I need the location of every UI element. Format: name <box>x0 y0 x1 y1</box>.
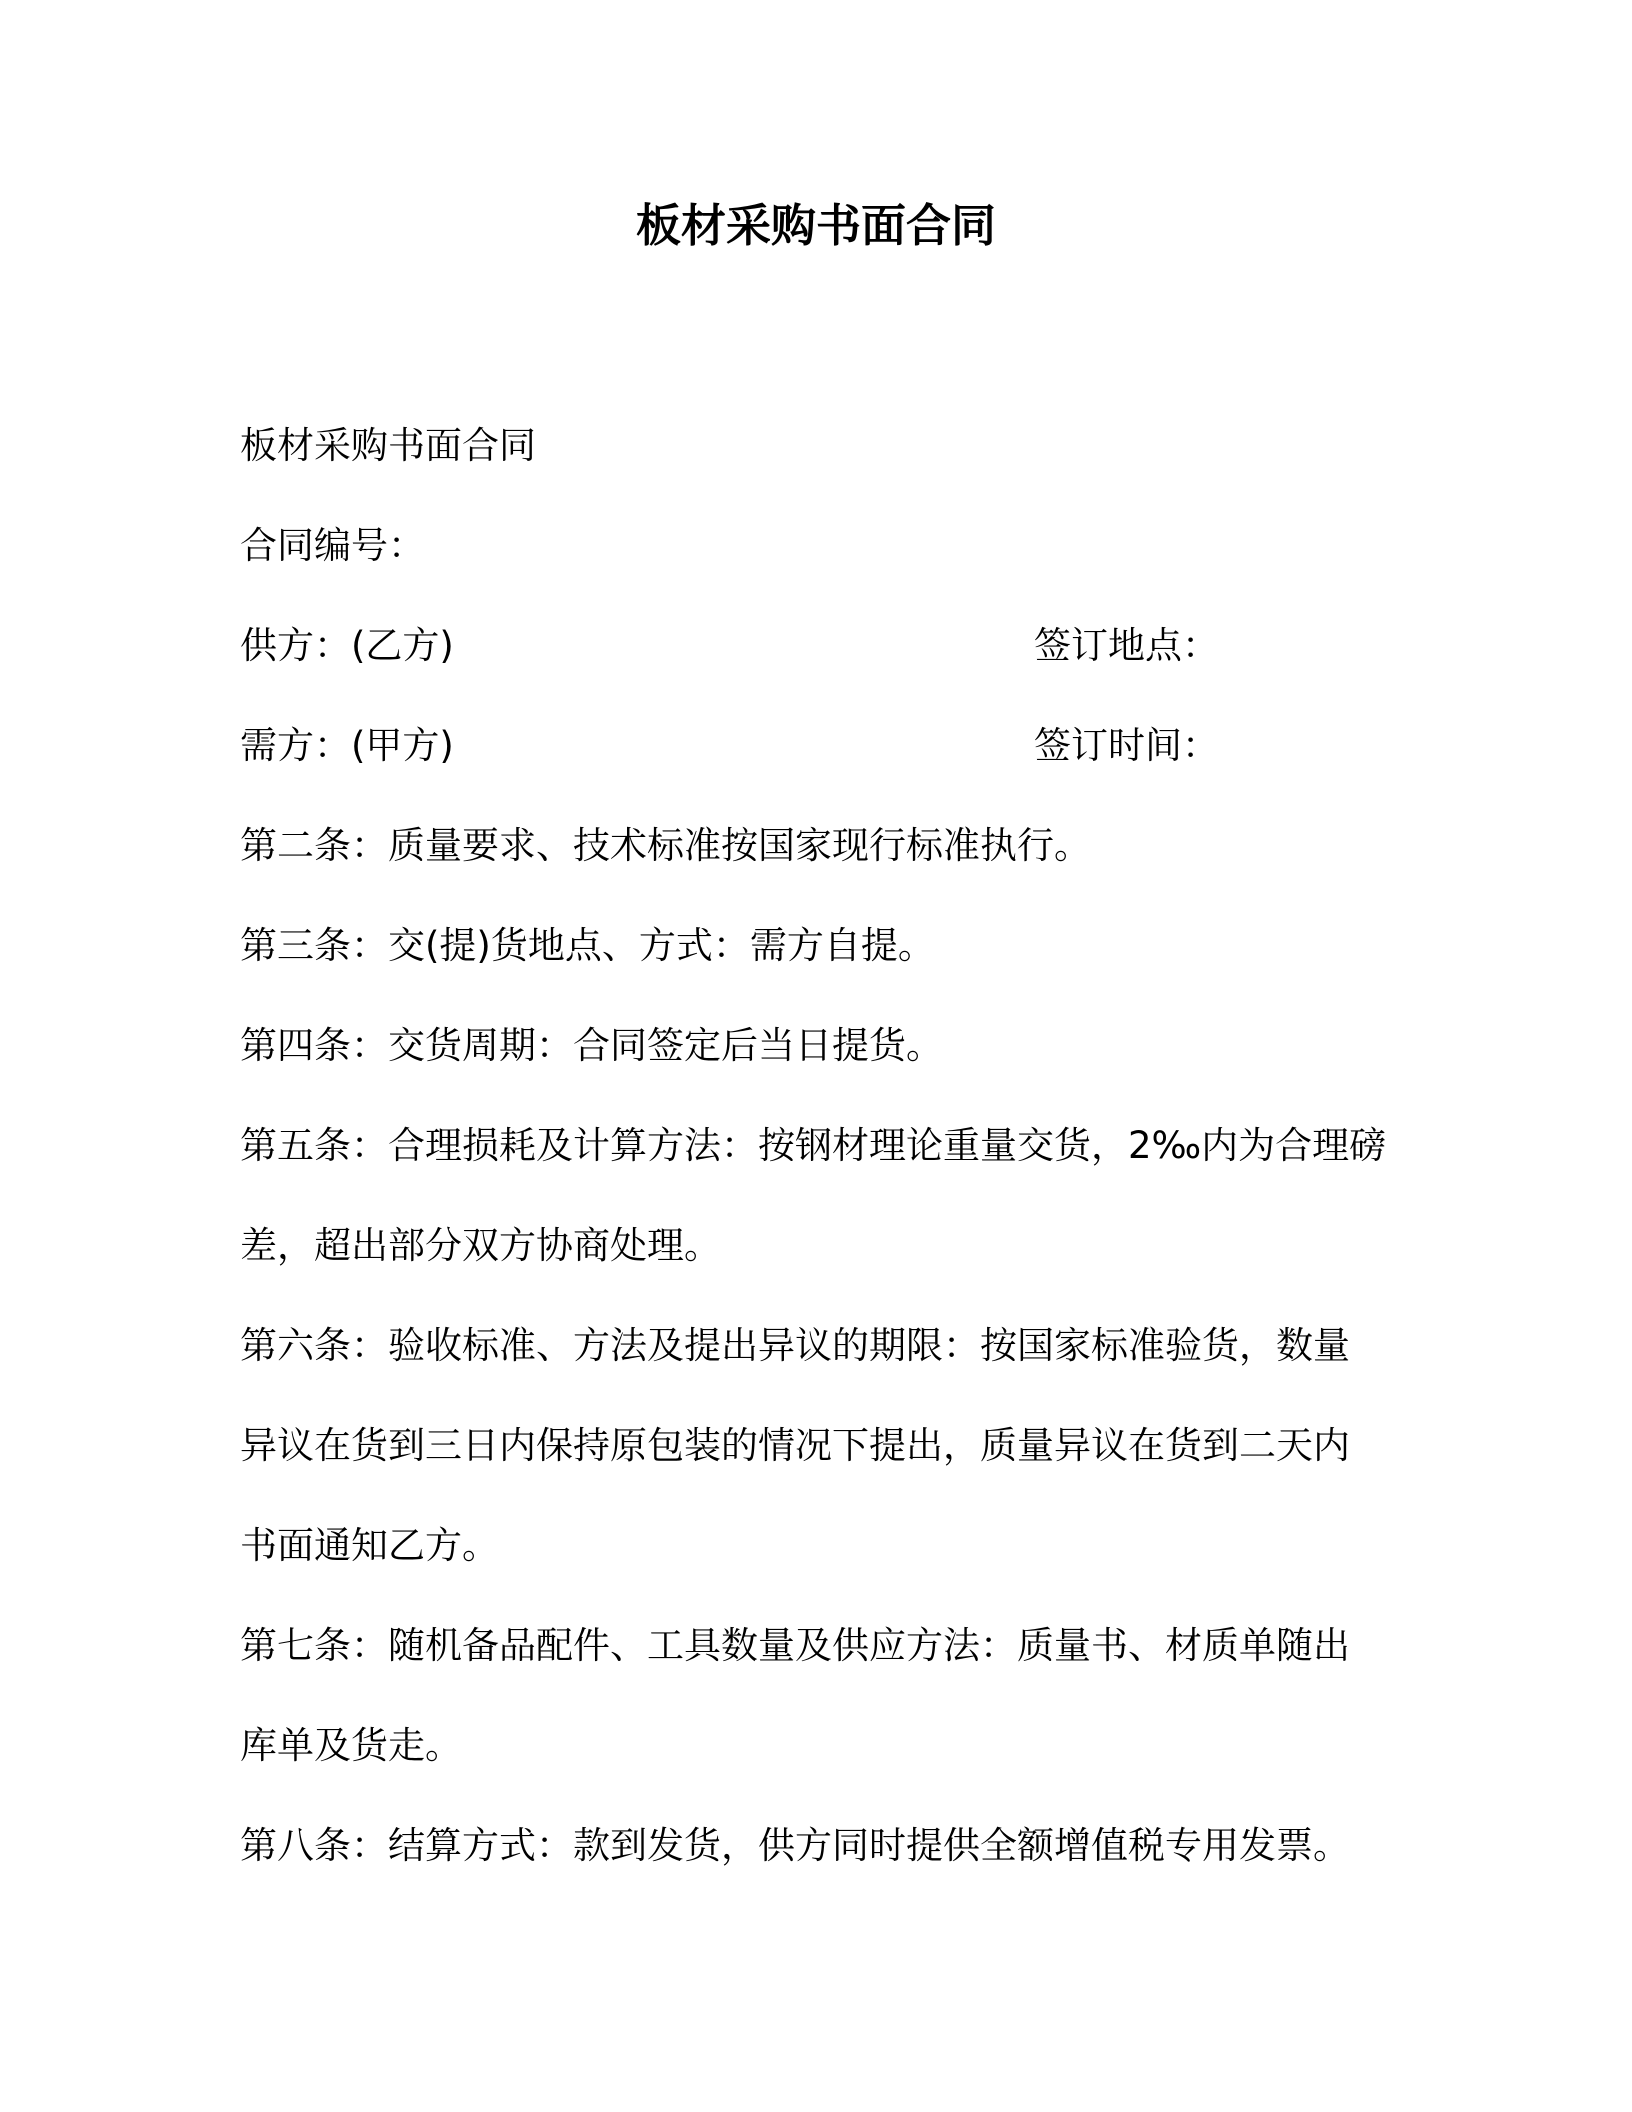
buyer-label: 需方：(甲方) <box>240 724 454 767</box>
contract-number-label: 合同编号： <box>240 524 425 567</box>
supplier-label: 供方：(乙方) <box>240 624 454 667</box>
clause-6-line-3: 书面通知乙方。 <box>240 1524 499 1567</box>
sign-place-label: 签订地点： <box>1034 624 1219 667</box>
clause-5-line-1: 第五条：合理损耗及计算方法：按钢材理论重量交货，2‰内为合理磅 <box>240 1124 1387 1167</box>
clause-7-line-1: 第七条：随机备品配件、工具数量及供应方法：质量书、材质单随出 <box>240 1624 1350 1667</box>
clause-6-line-2: 异议在货到三日内保持原包装的情况下提出，质量异议在货到二天内 <box>240 1424 1350 1467</box>
buyer-row <box>240 718 1219 774</box>
supplier-row <box>240 618 1219 674</box>
clause-3: 第三条：交(提)货地点、方式：需方自提。 <box>240 924 935 967</box>
clause-7-line-2: 库单及货走。 <box>240 1724 462 1767</box>
clause-5-line-2: 差，超出部分双方协商处理。 <box>240 1224 721 1267</box>
clause-4: 第四条：交货周期：合同签定后当日提货。 <box>240 1024 943 1067</box>
clause-6-line-1: 第六条：验收标准、方法及提出异议的期限：按国家标准验货，数量 <box>240 1324 1350 1367</box>
sign-time-label: 签订时间： <box>1034 724 1219 767</box>
document-subtitle: 板材采购书面合同 <box>240 424 536 467</box>
clause-8: 第八条：结算方式：款到发货，供方同时提供全额增值税专用发票。 <box>240 1824 1350 1867</box>
clause-2: 第二条：质量要求、技术标准按国家现行标准执行。 <box>240 824 1091 867</box>
document-title: 板材采购书面合同 <box>635 199 996 252</box>
